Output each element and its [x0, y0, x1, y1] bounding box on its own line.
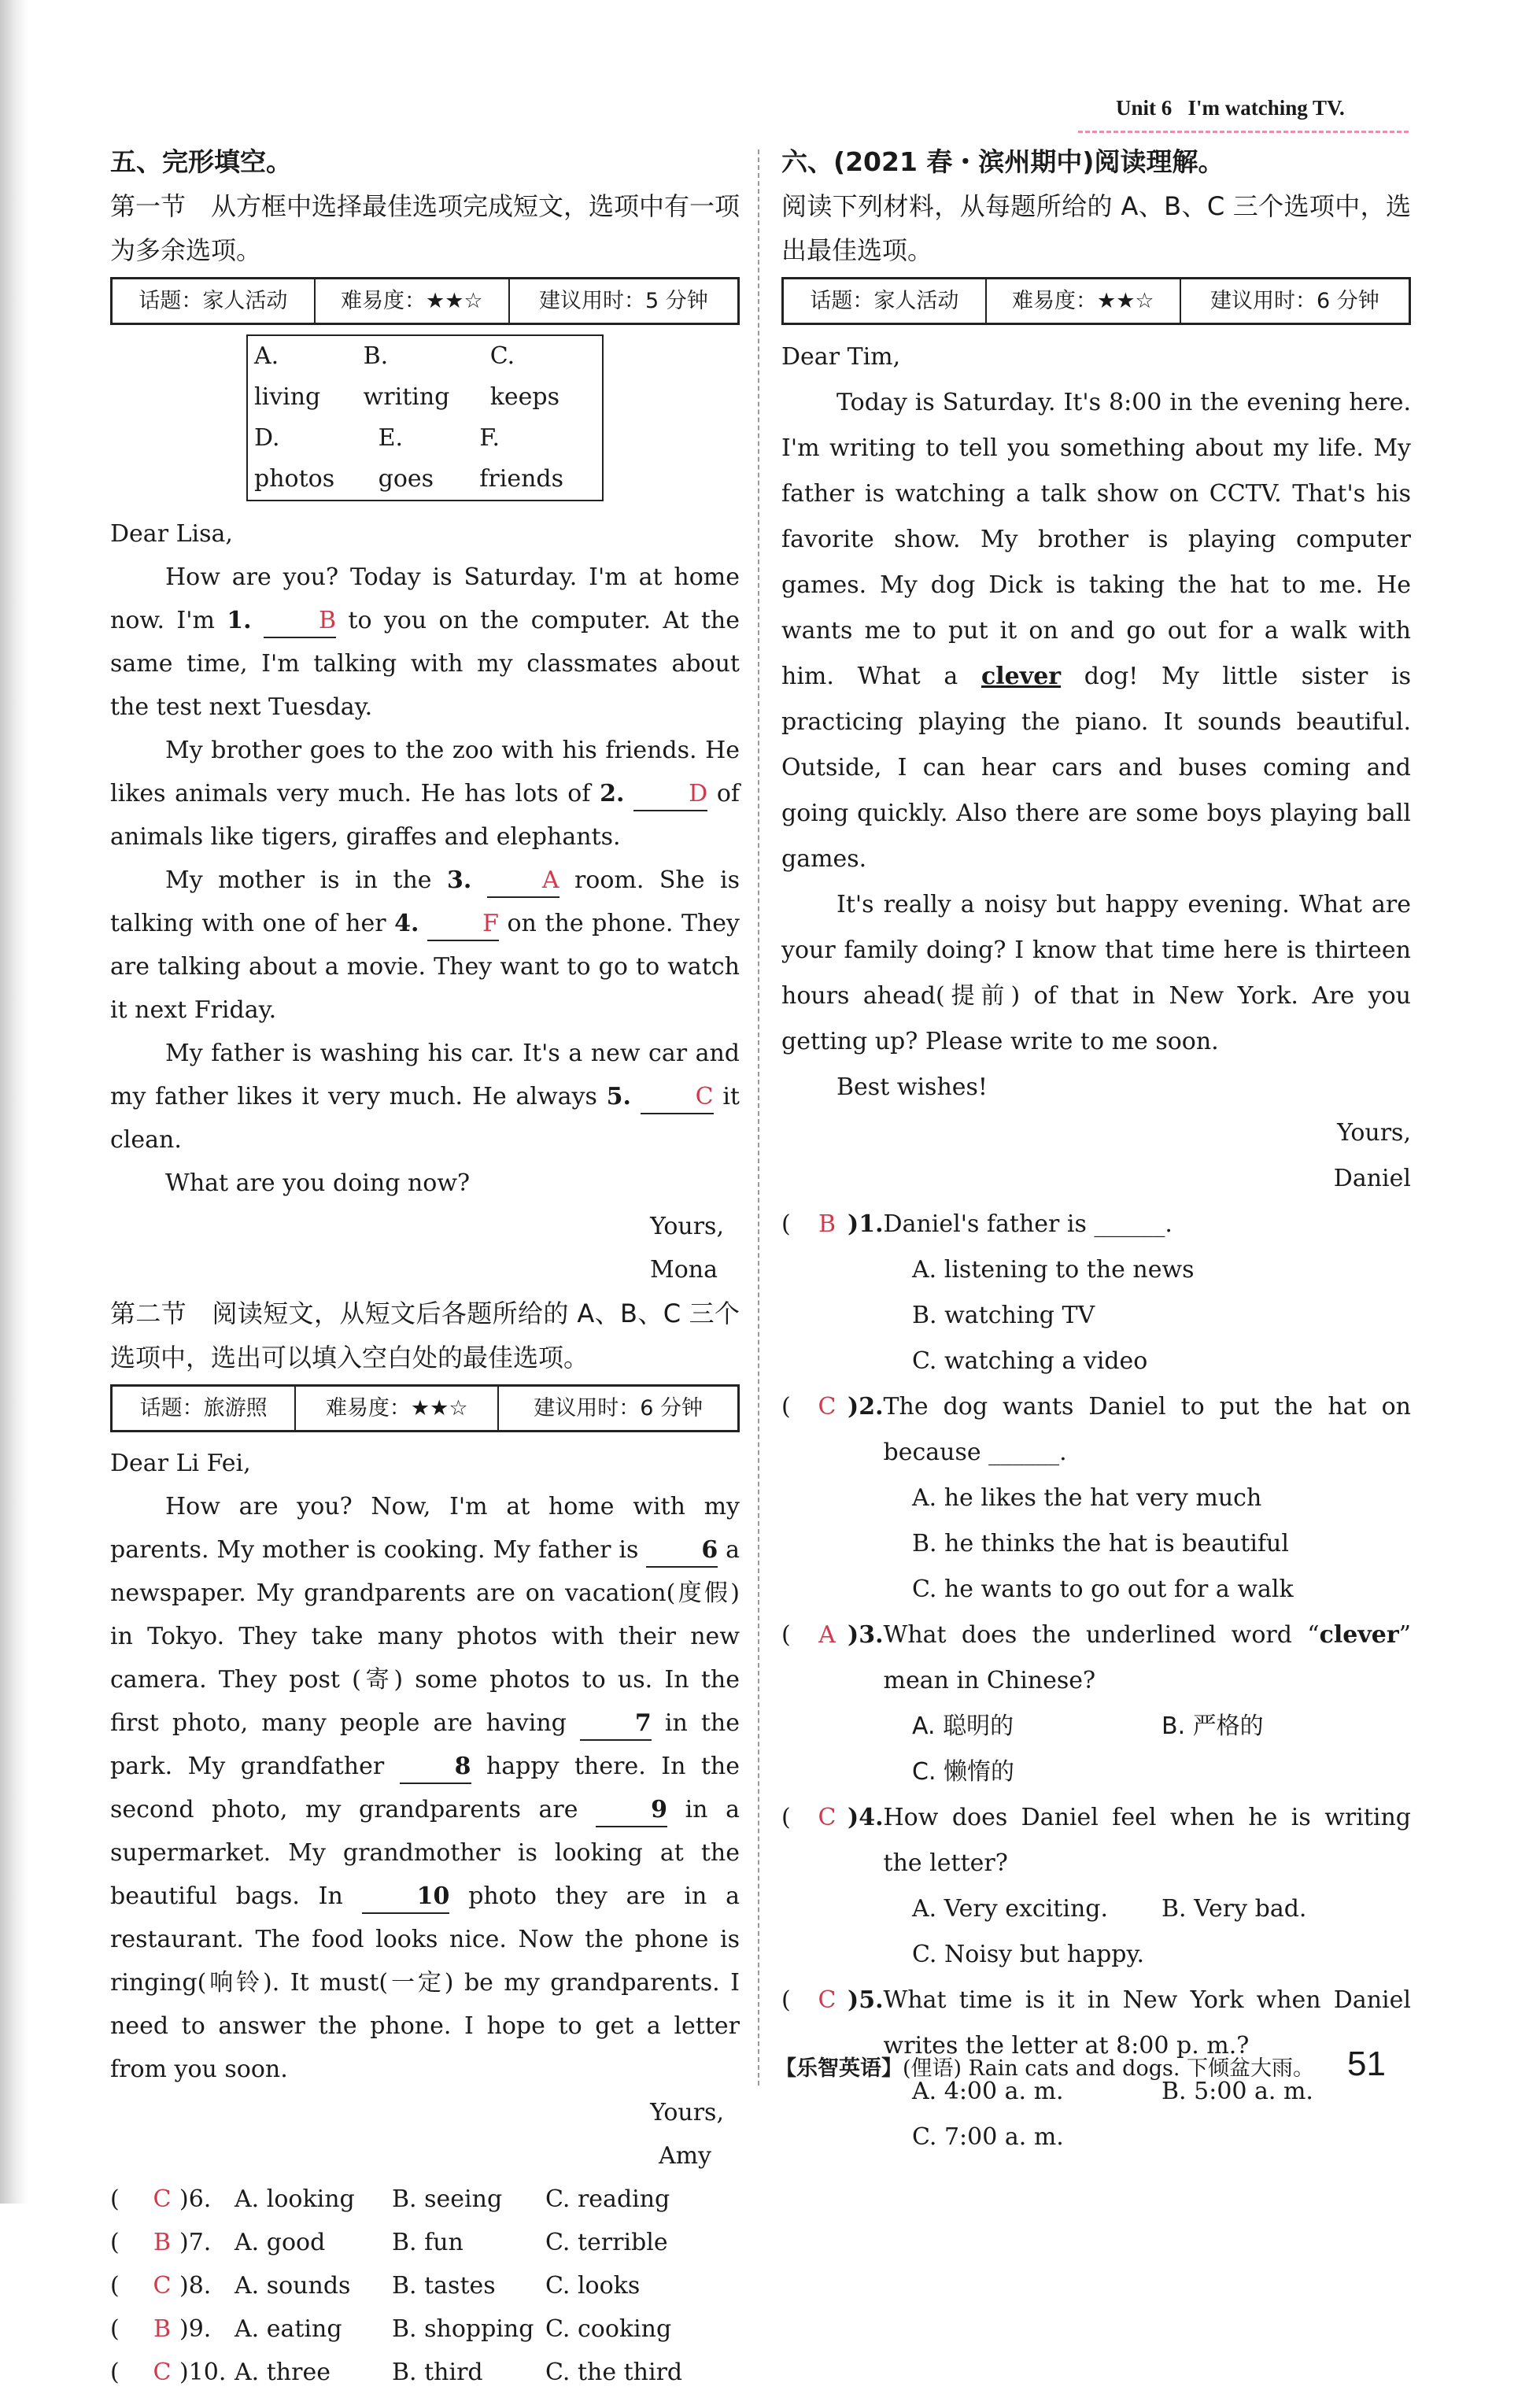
unit-header — [1116, 96, 1345, 120]
text: of animals like tigers, giraffes and elephants. — [110, 780, 740, 851]
section6-title: 六、(2021 春・滨州期中)阅读理解。 — [781, 146, 1224, 177]
blank-number: 1. — [227, 607, 252, 634]
option-b: B. 5:00 a. m. — [1161, 2078, 1313, 2105]
letter2-closing: Yours, — [650, 2099, 724, 2126]
letter2-signature: Amy — [658, 2142, 711, 2170]
blank-8[interactable]: 8 — [400, 1751, 471, 1784]
book-binding-shadow — [0, 0, 28, 2204]
word-option-box — [246, 334, 604, 501]
unit-label: Unit 6 — [1116, 96, 1173, 120]
question-text: How does Daniel feel when he is writing the letter? — [883, 1804, 1411, 1877]
option-a: A. listening to the news — [912, 1256, 1195, 1284]
section6-instruction: 阅读下列材料，从每题所给的 A、B、C 三个选项中，选出最佳选项。 — [781, 191, 1411, 265]
letter1-para3 — [110, 859, 740, 1032]
reading-question-4: ( C )4. How does Daniel feel when he is writing the letter? — [781, 1795, 1411, 1886]
question-9: ( B )9. A. eating B. shopping C. cooking — [110, 2307, 740, 2351]
blank-9[interactable]: 9 — [596, 1794, 667, 1827]
section5-title: 五、完形填空。 — [110, 146, 292, 177]
option-c: C. 懒惰的 — [912, 1758, 1015, 1786]
question-number: )7. — [179, 2229, 212, 2256]
question-number: )10. — [179, 2359, 227, 2386]
section6-info-table — [781, 277, 1411, 325]
blank-answer-2[interactable]: D — [633, 778, 707, 811]
column-divider — [758, 150, 759, 2086]
option-a: A. Very exciting. — [912, 1895, 1109, 1923]
answer[interactable]: C — [153, 2185, 172, 2213]
answer[interactable]: B — [153, 2229, 172, 2256]
underlined-word: clever — [981, 663, 1062, 690]
answer[interactable]: C — [818, 1393, 836, 1421]
option-a: A. he likes the hat very much — [912, 1484, 1262, 1512]
option-b: B. seeing — [392, 2185, 503, 2213]
left-column — [110, 140, 740, 2394]
question-number: )4. — [848, 1804, 884, 1831]
letter1-closing: Yours, — [650, 1213, 724, 1240]
page-footer — [775, 2051, 1314, 2082]
blank-answer-5[interactable]: C — [641, 1081, 714, 1114]
question-7: ( B )7. A. good B. fun C. terrible — [110, 2221, 740, 2264]
text: Today is Saturday. It's 8:00 in the evening here. I'm writing to tell you something about my life. My father is watching a talk show on CCTV. That's his favorite show. My brother is playing computer games. My dog Dick is taking the hat to me. He wants me to put it on and go out for a walk with him. What a — [781, 389, 1411, 690]
text: in the park. My grandfather — [110, 1709, 740, 1780]
option-b: B. tastes — [392, 2272, 496, 2300]
question-number: )8. — [179, 2272, 212, 2300]
part2-questions — [110, 2178, 740, 2394]
letter1-para1 — [110, 556, 740, 729]
blank-answer-4[interactable]: F — [427, 908, 499, 941]
option-b: B. writing — [363, 342, 450, 411]
reading-questions — [781, 1202, 1411, 2160]
option-c: C. reading — [545, 2185, 670, 2213]
info-difficulty: 难易度：★★☆ — [986, 279, 1180, 324]
reading-question-3: ( A )3. What does the underlined word “clever” mean in Chinese? — [781, 1613, 1411, 1704]
option-a: A. living — [254, 342, 321, 411]
text: photo they are in a restaurant. The food looks nice. Now the phone is ringing(响铃). It must(一定) be my grandparents. I need to answer the phone. I hope to get a letter from you soon. — [110, 1882, 740, 2083]
question-text: Daniel's father is ______. — [883, 1210, 1173, 1238]
letter3-greeting: Dear Tim, — [781, 343, 901, 371]
option-b: B. fun — [392, 2229, 463, 2256]
letter3-para1 — [781, 380, 1411, 882]
answer[interactable]: B — [153, 2315, 172, 2343]
text: to you on the computer. At the same time, I'm talking with my classmates about the test next Tuesday. — [110, 607, 740, 721]
part1-info-table — [110, 277, 740, 325]
option-f: F. friends — [479, 424, 564, 493]
option-a: A. sounds — [235, 2272, 351, 2300]
option-a: A. eating — [235, 2315, 342, 2343]
question-text: What time is it in New York when Daniel writes the letter at 8:00 p. m.? — [883, 1986, 1411, 2060]
option-c: C. 7:00 a. m. — [912, 2123, 1064, 2151]
blank-6[interactable]: 6 — [646, 1535, 718, 1568]
text: it clean. — [110, 1083, 740, 1154]
unit-title: I'm watching TV. — [1187, 96, 1345, 120]
letter1-greeting: Dear Lisa, — [110, 520, 233, 548]
text: in a supermarket. My grandmother is looking at the beautiful bags. In — [110, 1796, 740, 1910]
question-number: )5. — [848, 1986, 884, 2014]
blank-number: 2. — [600, 780, 625, 807]
option-b: B. he thinks the hat is beautiful — [912, 1530, 1289, 1557]
option-a: A. three — [235, 2359, 331, 2386]
footer-text: (俚语) Rain cats and dogs. 下倾盆大雨。 — [903, 2056, 1315, 2081]
letter2-greeting: Dear Li Fei, — [110, 1450, 251, 1477]
blank-10[interactable]: 10 — [362, 1881, 450, 1914]
blank-answer-1[interactable]: B — [264, 605, 336, 638]
letter3-signature: Daniel — [1333, 1165, 1411, 1192]
question-number: )1. — [848, 1210, 884, 1238]
question-text: The dog wants Daniel to put the hat on because ______. — [883, 1393, 1411, 1466]
letter3-closing: Yours, — [1337, 1119, 1411, 1147]
text: ” mean in Chinese? — [883, 1621, 1411, 1694]
reading-question-1: ( B )1. Daniel's father is ______. — [781, 1202, 1411, 1247]
option-d: D. photos — [254, 424, 335, 493]
option-a: A. 聪明的 — [912, 1712, 1014, 1740]
letter3-wishes: Best wishes! — [836, 1073, 988, 1101]
blank-answer-3[interactable]: A — [487, 865, 559, 898]
info-difficulty: 难易度：★★☆ — [295, 1386, 498, 1432]
text: a newspaper. My grandparents are on vacation(度假) in Tokyo. They take many photos with their new camera. They post (寄) some photos to us. In the first photo, many people are having — [110, 1536, 740, 1737]
text: My brother goes to the zoo with his friends. He likes animals very much. He has lots of — [110, 737, 740, 807]
answer[interactable]: C — [818, 1804, 836, 1831]
option-b: B. 严格的 — [1161, 1712, 1264, 1740]
info-difficulty: 难易度：★★☆ — [315, 279, 509, 324]
option-b: B. third — [392, 2359, 483, 2386]
question-10: ( C )10. A. three B. third C. the third — [110, 2351, 740, 2394]
blank-number: 3. — [447, 866, 472, 894]
option-a: A. looking — [235, 2185, 355, 2213]
option-c: C. Noisy but happy. — [912, 1941, 1144, 1968]
question-6: ( C )6. A. looking B. seeing C. reading — [110, 2178, 740, 2221]
answer[interactable]: C — [153, 2272, 172, 2300]
footer-brand: 【乐智英语】 — [775, 2056, 903, 2081]
question-8: ( C )8. A. sounds B. tastes C. looks — [110, 2264, 740, 2307]
text: My mother is in the — [165, 866, 448, 894]
option-c: C. terrible — [545, 2229, 668, 2256]
options-row — [781, 1886, 1411, 1932]
option-c: C. the third — [545, 2359, 683, 2386]
options-row — [781, 1704, 1411, 1749]
option-b: B. Very bad. — [1161, 1895, 1307, 1923]
option-c: C. looks — [545, 2272, 641, 2300]
blank-7[interactable]: 7 — [580, 1708, 652, 1741]
reading-question-2: ( C )2. The dog wants Daniel to put the hat on because ______. — [781, 1384, 1411, 1476]
option-c: C. cooking — [545, 2315, 672, 2343]
info-topic: 话题：家人活动 — [783, 279, 986, 324]
letter3-para2: It's really a noisy but happy evening. What are your family doing? I know that time here is thirteen hours ahead(提前) of that in New York. Are you getting up? Please write to me soon. — [781, 891, 1411, 1055]
text: on the phone. They are talking about a movie. They want to go to watch it next Friday. — [110, 910, 740, 1024]
option-a: A. good — [235, 2229, 326, 2256]
part2-instruction: 第二节 阅读短文，从短文后各题所给的 A、B、C 三个选项中，选出可以填入空白处的最佳选项。 — [110, 1299, 740, 1372]
option-c: C. he wants to go out for a walk — [912, 1576, 1294, 1603]
answer[interactable]: B — [818, 1210, 836, 1238]
answer[interactable]: C — [818, 1986, 836, 2014]
header-rule — [1078, 131, 1409, 133]
text: room. She is talking with one of her — [110, 866, 740, 937]
text: happy there. In the second photo, my grandparents are — [110, 1753, 740, 1823]
option-c: C. watching a video — [912, 1347, 1148, 1375]
text: dog! My little sister is practicing playing the piano. It sounds beautiful. Outside, I can hear cars and buses coming and going quickly. Also there are some boys playing ball games. — [781, 663, 1411, 873]
option-b: B. watching TV — [912, 1302, 1095, 1329]
text: How are you? Today is Saturday. I'm at home now. I'm — [110, 563, 740, 634]
answer[interactable]: A — [818, 1621, 836, 1649]
part2-info-table — [110, 1384, 740, 1432]
letter1-para4 — [110, 1032, 740, 1162]
letter2-body — [110, 1485, 740, 2091]
text: How are you? Now, I'm at home with my parents. My mother is cooking. My father is — [110, 1493, 740, 1564]
part1-instruction: 第一节 从方框中选择最佳选项完成短文，选项中有一项为多余选项。 — [110, 191, 740, 265]
option-e: E. goes — [378, 424, 434, 493]
option-c: C. keeps — [489, 342, 559, 411]
option-b: B. shopping — [392, 2315, 534, 2343]
info-topic: 话题：旅游照 — [112, 1386, 296, 1432]
question-number: )3. — [848, 1621, 884, 1649]
question-number: )6. — [179, 2185, 212, 2213]
text: My father is washing his car. It's a new car and my father likes it very much. He always — [110, 1040, 740, 1110]
quoted-word: clever — [1319, 1621, 1399, 1649]
letter1-signature: Mona — [650, 1256, 718, 1284]
info-topic: 话题：家人活动 — [112, 279, 315, 324]
question-text — [884, 1613, 1411, 1704]
option-a: A. 4:00 a. m. — [912, 2078, 1064, 2105]
page-number: 51 — [1347, 2045, 1386, 2083]
question-number: )9. — [179, 2315, 212, 2343]
info-time: 建议用时：6 分钟 — [1180, 279, 1410, 324]
right-column — [781, 140, 1411, 2160]
info-time: 建议用时：6 分钟 — [498, 1386, 738, 1432]
reading-question-5: ( C )5. What time is it in New York when Daniel writes the letter at 8:00 p. m.? — [781, 1978, 1411, 2069]
answer[interactable]: C — [153, 2359, 172, 2386]
letter1-para2 — [110, 729, 740, 859]
question-number: )2. — [848, 1393, 884, 1421]
info-time: 建议用时：5 分钟 — [509, 279, 739, 324]
text: What does the underlined word “ — [883, 1621, 1320, 1649]
blank-number: 4. — [394, 910, 419, 937]
blank-number: 5. — [606, 1083, 631, 1110]
letter1-para5: What are you doing now? — [165, 1169, 471, 1197]
